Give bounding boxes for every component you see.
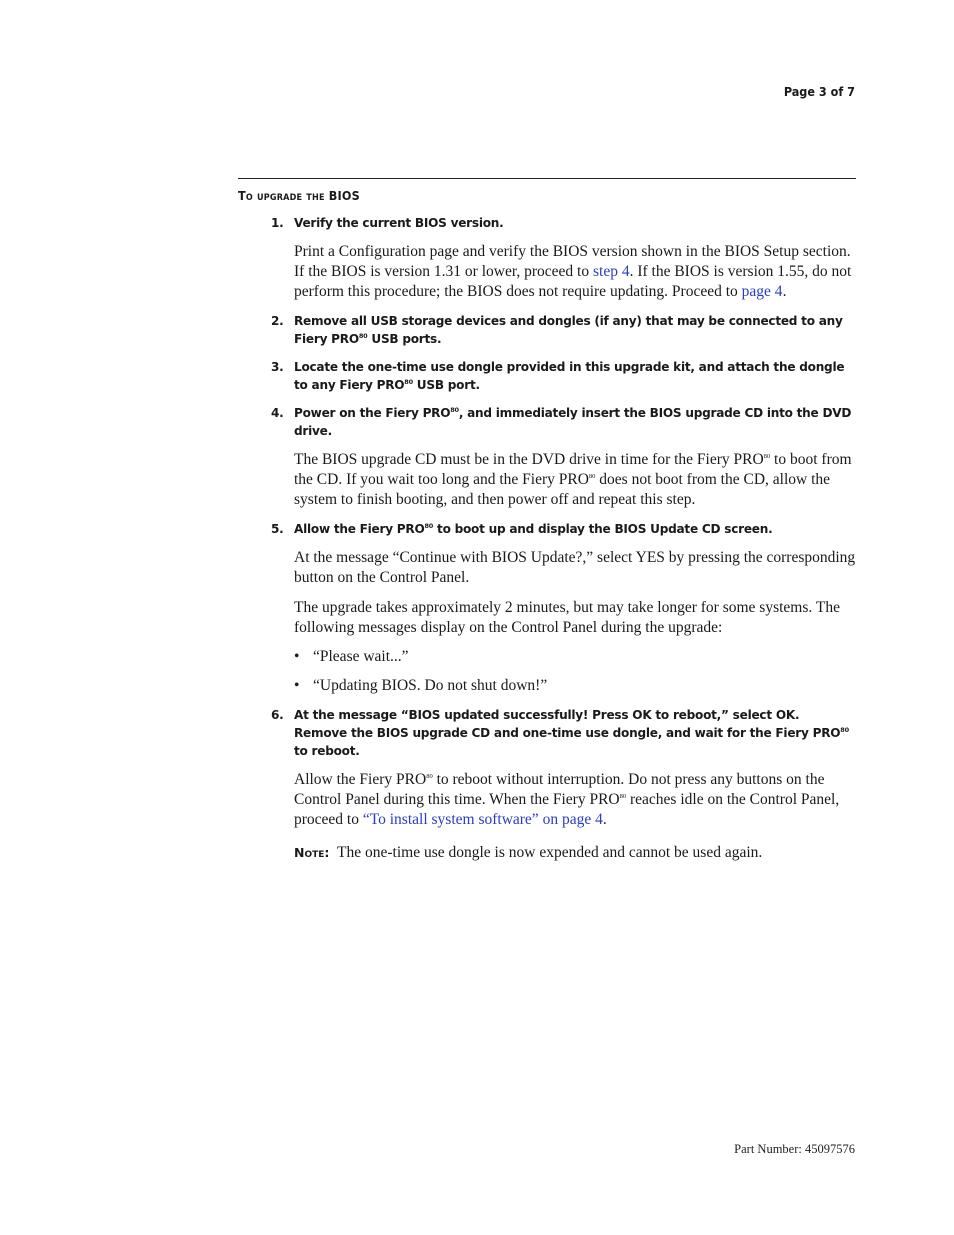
step-5-heading — [238, 520, 856, 538]
text-run: Allow the Fiery PRO — [294, 771, 427, 788]
step-number: 5. — [271, 522, 284, 536]
text-run: to reboot without interruption. Do not press any buttons on the Control Panel during this time. When the Fiery PRO — [294, 771, 825, 808]
bullet-icon: • — [294, 677, 300, 694]
step-text: Allow the Fiery PRO — [294, 522, 425, 536]
step-text: At the message “BIOS updated successfully! Press OK to reboot,” select OK. Remove the BIOS upgrade CD and one-time use dongle, and wait for the Fiery PRO — [294, 708, 841, 740]
step-text: Power on the Fiery PRO — [294, 406, 451, 420]
step-text: USB port. — [412, 378, 480, 392]
step-number: 3. — [271, 360, 284, 374]
page-4-link[interactable]: page 4 — [741, 283, 783, 300]
step-number: 1. — [271, 216, 284, 230]
install-software-link[interactable]: “To install system software” on page 4 — [362, 811, 603, 828]
step-6-description — [294, 770, 856, 830]
step-2-heading — [238, 312, 856, 348]
step-1-heading — [238, 214, 856, 232]
bullet-text: “Please wait...” — [313, 648, 409, 665]
procedure-content — [238, 214, 856, 863]
text-run: The BIOS upgrade CD must be in the DVD drive in time for the Fiery PRO — [294, 451, 764, 468]
text-run: to boot from the CD. If you wait too long and the Fiery PRO — [294, 451, 852, 488]
step-4-description — [294, 450, 856, 510]
text-run: . If the BIOS is version 1.55, do not perform this procedure; the BIOS does not require updating. Proceed to — [294, 263, 852, 300]
step-4-heading — [238, 404, 856, 440]
note-text: The one-time use dongle is now expended and cannot be used again. — [337, 844, 763, 861]
superscript: 80 — [424, 521, 434, 530]
step-text: Locate the one-time use dongle provided in this upgrade kit, and attach the dongle to any Fiery PRO — [294, 360, 845, 392]
text-run: does not boot from the CD, allow the system to finish booting, and then power off and repeat this step. — [294, 471, 831, 508]
step-4-link[interactable]: step 4 — [592, 263, 630, 280]
step-number: 6. — [271, 708, 284, 722]
superscript: 80 — [358, 331, 368, 340]
section-divider — [238, 178, 856, 179]
step-text: to reboot. — [294, 744, 360, 758]
bullet-icon: • — [294, 648, 300, 665]
superscript: 80 — [763, 452, 771, 460]
step-text: Remove all USB storage devices and dongles (if any) that may be connected to any Fiery PRO — [294, 314, 843, 346]
step-1-description — [294, 242, 856, 302]
text-run: Print a Configuration page and verify the BIOS version shown in the BIOS Setup section. If the BIOS is version 1.31 or lower, proceed to — [294, 243, 851, 280]
list-item — [294, 647, 856, 667]
step-6-heading — [238, 706, 856, 760]
page-number: Page 3 of 7 — [783, 84, 855, 99]
superscript: 80 — [840, 725, 849, 734]
superscript: 80 — [588, 472, 596, 480]
step-text: to boot up and display the BIOS Update CD screen. — [433, 522, 773, 536]
step-text: , and immediately insert the BIOS upgrade CD into the DVD drive. — [294, 406, 852, 438]
step-text: Verify the current BIOS version. — [294, 216, 504, 230]
superscript: 80 — [426, 772, 433, 780]
step-5-description-1: At the message “Continue with BIOS Update?,” select YES by pressing the corresponding button on the Control Panel. — [294, 549, 856, 586]
bullet-text: “Updating BIOS. Do not shut down!” — [313, 677, 548, 694]
step-number: 2. — [271, 314, 284, 328]
superscript: 80 — [450, 405, 459, 414]
step-text: USB ports. — [367, 332, 442, 346]
step-number: 4. — [271, 406, 284, 420]
note — [294, 843, 856, 863]
superscript: 80 — [404, 377, 413, 386]
text-run: reaches idle on the Control Panel, proceed to — [294, 791, 840, 828]
superscript: 80 — [619, 792, 627, 800]
part-number: Part Number: 45097576 — [734, 1142, 855, 1156]
section-title: To upgrade the BIOS — [238, 188, 360, 203]
step-3-heading — [238, 358, 856, 394]
text-run: . — [782, 283, 787, 300]
step-5-description-2: The upgrade takes approximately 2 minutes, but may take longer for some systems. The following messages display on the Control Panel during the upgrade: — [294, 599, 840, 636]
note-label: Note: — [294, 845, 330, 860]
text-run: . — [602, 811, 607, 828]
list-item — [294, 676, 856, 696]
